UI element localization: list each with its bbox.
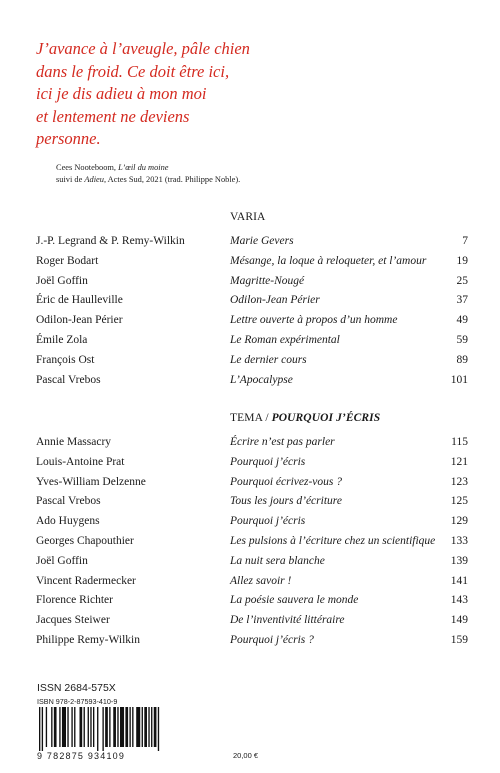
- toc-entry: [36, 473, 468, 493]
- barcode-graphic: [37, 707, 227, 751]
- barcode-bar: [62, 707, 66, 747]
- toc-entry-author: Ado Huygens: [36, 515, 100, 528]
- toc-entry-page: 7: [462, 235, 468, 247]
- barcode-bar: [74, 707, 75, 747]
- toc-entry-title: La nuit sera blanche: [230, 554, 325, 567]
- barcode-bar: [42, 707, 43, 751]
- toc-entry-author: Louis-Antoine Prat: [36, 455, 125, 468]
- toc-entry-page: 125: [450, 495, 468, 508]
- toc-entry-page: 129: [450, 515, 468, 528]
- toc-entry-page: 139: [450, 554, 468, 567]
- toc-entry: [36, 351, 468, 371]
- toc-entry-title: Tous les jours d’écriture: [230, 495, 342, 508]
- barcode-bar: [39, 707, 40, 751]
- toc-entry-title: L’Apocalypse: [230, 373, 293, 386]
- toc-entry: [36, 532, 468, 552]
- barcode-bar: [59, 707, 60, 747]
- toc-entry-author: Vincent Radermecker: [36, 574, 136, 587]
- quote-line: ici je dis adieu à mon moi: [36, 84, 207, 103]
- epigraph-quote: [36, 38, 456, 151]
- citation-work-2: Adieu: [84, 174, 104, 184]
- toc-entry-title: Pourquoi j’écris: [230, 455, 306, 468]
- toc-entry-page: 143: [450, 594, 468, 607]
- toc-entry: [36, 631, 468, 651]
- citation-suffix: , Actes Sud, 2021 (trad. Philippe Noble).: [103, 174, 241, 184]
- toc-entry-page: 115: [451, 436, 468, 448]
- barcode-bar: [120, 707, 124, 747]
- toc-entry-page: 37: [456, 294, 468, 307]
- toc-entry-author: Yves-William Delzenne: [36, 475, 146, 488]
- toc-entry-author: Annie Massacry: [36, 436, 112, 448]
- section-heading-tema: [230, 412, 380, 424]
- toc-entry-title: De l’inventivité littéraire: [230, 614, 345, 627]
- toc-entry: [36, 272, 468, 292]
- toc-entry-title: Allez savoir !: [230, 574, 292, 587]
- toc-entry-author: Pascal Vrebos: [36, 495, 101, 508]
- toc-entry: [36, 512, 468, 532]
- citation-prefix: suivi de: [56, 174, 85, 184]
- toc-entry-title: Le dernier cours: [230, 353, 307, 366]
- barcode-bar: [113, 707, 116, 747]
- toc-entry: [36, 453, 468, 473]
- toc-entry-author: Émile Zola: [36, 333, 88, 346]
- barcode-bar: [158, 707, 159, 751]
- toc-entry-title: Odilon-Jean Périer: [230, 294, 320, 307]
- tema-heading-title: POURQUOI J’ÉCRIS: [271, 412, 381, 424]
- barcode-bar: [46, 707, 47, 747]
- section-heading-varia: [230, 211, 265, 223]
- toc-entry-page: 149: [450, 614, 468, 627]
- barcode-bar: [84, 707, 85, 747]
- barcode-bar: [142, 707, 143, 747]
- barcode-bar: [67, 707, 68, 747]
- toc-entry-page: 159: [450, 633, 468, 646]
- varia-heading: VARIA: [230, 211, 266, 223]
- toc-entry-page: 25: [456, 274, 468, 287]
- toc-entry-page: 59: [456, 333, 468, 346]
- citation-author: Cees Nooteboom,: [56, 163, 119, 172]
- toc-entry: [36, 331, 468, 351]
- toc-tema: [36, 433, 468, 651]
- barcode-bar: [80, 707, 83, 747]
- epigraph-citation: [56, 162, 476, 185]
- toc-entry: [36, 572, 468, 592]
- barcode-bar: [51, 707, 52, 747]
- toc-entry-title: Marie Gevers: [230, 235, 294, 247]
- toc-entry: [36, 433, 468, 453]
- toc-varia: [36, 232, 468, 390]
- citation-line-2: [56, 174, 476, 186]
- tema-heading-prefix: TEMA /: [230, 412, 272, 424]
- toc-entry-author: Georges Chapouthier: [36, 534, 134, 547]
- toc-entry-title: Magritte-Nougé: [230, 274, 305, 287]
- toc-entry: [36, 232, 468, 252]
- toc-entry-author: Philippe Remy-Wilkin: [36, 633, 140, 646]
- toc-entry-author: Florence Richter: [36, 594, 113, 607]
- toc-entry-author: Roger Bodart: [36, 254, 99, 267]
- barcode-bar: [148, 707, 149, 747]
- toc-entry-author: François Ost: [36, 353, 95, 366]
- toc-entry: [36, 591, 468, 611]
- barcode-bar: [144, 707, 147, 747]
- toc-entry-page: 121: [450, 455, 468, 468]
- toc-entry-author: Éric de Haulleville: [36, 294, 123, 307]
- quote-line: dans le froid. Ce doit être ici,: [36, 61, 230, 81]
- toc-entry-author: J.-P. Legrand & P. Remy-Wilkin: [36, 235, 185, 247]
- barcode-digits: 9 782875 934109: [37, 751, 126, 761]
- quote-line: personne.: [36, 129, 101, 148]
- toc-entry-author: Pascal Vrebos: [36, 373, 101, 386]
- toc-entry: [36, 252, 468, 272]
- toc-entry: [36, 311, 468, 331]
- toc-entry: [36, 291, 468, 311]
- isbn-label: ISBN 978-2-87593-410-9: [37, 697, 118, 706]
- issn-label: ISSN 2684-575X: [37, 682, 116, 694]
- barcode-bar: [71, 707, 72, 747]
- barcode-bar: [132, 707, 133, 747]
- toc-entry-author: Odilon-Jean Périer: [36, 314, 123, 327]
- barcode-bar: [102, 707, 103, 751]
- barcode-bar: [136, 707, 140, 747]
- toc-entry: [36, 371, 468, 391]
- toc-entry-page: 101: [450, 373, 468, 386]
- barcode-bar: [154, 707, 157, 747]
- toc-entry-title: Mésange, la loque à reloqueter, et l’amour: [230, 254, 427, 267]
- toc-entry-author: Joël Goffin: [36, 274, 88, 287]
- barcode-bar: [93, 707, 94, 747]
- toc-entry: [36, 552, 468, 572]
- toc-entry-title: Pourquoi écrivez-vous ?: [230, 475, 342, 488]
- citation-line-1: [56, 162, 476, 174]
- toc-entry-title: Le Roman expérimental: [230, 333, 340, 346]
- toc-entry-title: Pourquoi j’écris: [230, 515, 306, 528]
- citation-work: L’œil du moine: [118, 163, 169, 172]
- toc-entry-title: Écrire n’est pas parler: [230, 436, 335, 448]
- barcode-bar: [97, 707, 98, 751]
- isbn-barcode-block: [37, 697, 267, 759]
- toc-entry-author: Joël Goffin: [36, 554, 88, 567]
- barcode-bar: [151, 707, 152, 747]
- toc-entry: [36, 611, 468, 631]
- barcode-bar: [88, 707, 89, 747]
- toc-entry-page: 123: [450, 475, 468, 488]
- barcode-bar: [129, 707, 130, 747]
- quote-line: J’avance à l’aveugle, pâle chien: [36, 39, 250, 58]
- toc-entry-author: Jacques Steiwer: [36, 614, 110, 627]
- toc-entry-title: Pourquoi j’écris ?: [230, 633, 314, 646]
- toc-entry-page: 133: [450, 534, 468, 547]
- price-label: 20,00 €: [233, 751, 259, 760]
- toc-entry-page: 89: [456, 353, 468, 366]
- quote-line: et lentement ne deviens: [36, 106, 190, 126]
- toc-entry-title: La poésie sauvera le monde: [230, 594, 359, 607]
- toc-entry-page: 141: [450, 574, 468, 587]
- barcode-bar: [54, 707, 57, 747]
- barcode-bar: [90, 707, 91, 747]
- toc-entry: [36, 492, 468, 512]
- toc-entry-page: 19: [456, 254, 468, 267]
- barcode-bar: [117, 707, 118, 747]
- toc-entry-page: 49: [456, 314, 468, 327]
- barcode-bar: [105, 707, 108, 747]
- barcode-bar: [125, 707, 128, 747]
- toc-entry-title: Lettre ouverte à propos d’un homme: [230, 314, 398, 327]
- barcode-bar: [109, 707, 110, 747]
- toc-entry-title: Les pulsions à l’écriture chez un scientifique: [230, 534, 436, 547]
